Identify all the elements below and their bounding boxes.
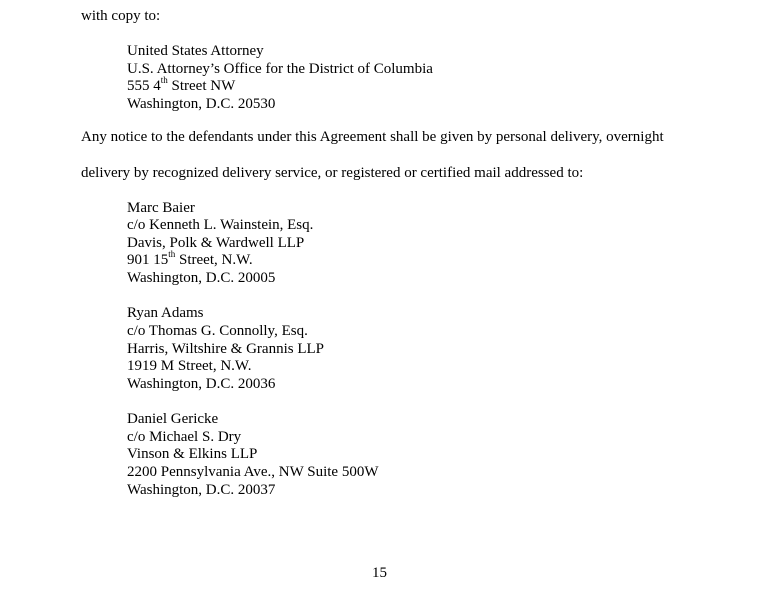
- street-line: [127, 249, 253, 269]
- care-of-line: c/o Kenneth L. Wainstein, Esq.: [127, 217, 314, 233]
- defendant-name: Daniel Gericke: [127, 411, 219, 427]
- address-line: [127, 75, 236, 95]
- address-line: United States Attorney: [127, 43, 264, 59]
- copy-to-label: with copy to:: [81, 8, 161, 24]
- defendant-name: Marc Baier: [127, 200, 195, 216]
- street-rest: Street NW: [167, 78, 236, 94]
- care-of-line: c/o Michael S. Dry: [127, 429, 242, 445]
- city-line: Washington, D.C. 20005: [127, 270, 276, 286]
- street-number: 555 4: [127, 78, 161, 94]
- paragraph-line: Any notice to the defendants under this Agreement shall be given by personal delivery, overnight: [81, 129, 664, 145]
- street-line: 1919 M Street, N.W.: [127, 358, 252, 374]
- firm-name: Harris, Wiltshire & Grannis LLP: [127, 341, 325, 357]
- page-number: 15: [372, 565, 387, 581]
- address-line: U.S. Attorney’s Office for the District of Columbia: [127, 61, 433, 77]
- street-number: 901 15: [127, 252, 169, 268]
- street-rest: Street, N.W.: [175, 252, 253, 268]
- firm-name: Davis, Polk & Wardwell LLP: [127, 235, 305, 251]
- paragraph-line: delivery by recognized delivery service, or registered or certified mail addressed to:: [81, 165, 584, 181]
- city-line: Washington, D.C. 20037: [127, 482, 276, 498]
- firm-name: Vinson & Elkins LLP: [127, 446, 258, 462]
- ordinal-suffix: th: [160, 75, 168, 85]
- address-line: Washington, D.C. 20530: [127, 96, 276, 112]
- care-of-line: c/o Thomas G. Connolly, Esq.: [127, 323, 308, 339]
- city-line: Washington, D.C. 20036: [127, 376, 276, 392]
- street-line: 2200 Pennsylvania Ave., NW Suite 500W: [127, 464, 379, 480]
- ordinal-suffix: th: [168, 249, 176, 259]
- defendant-name: Ryan Adams: [127, 305, 204, 321]
